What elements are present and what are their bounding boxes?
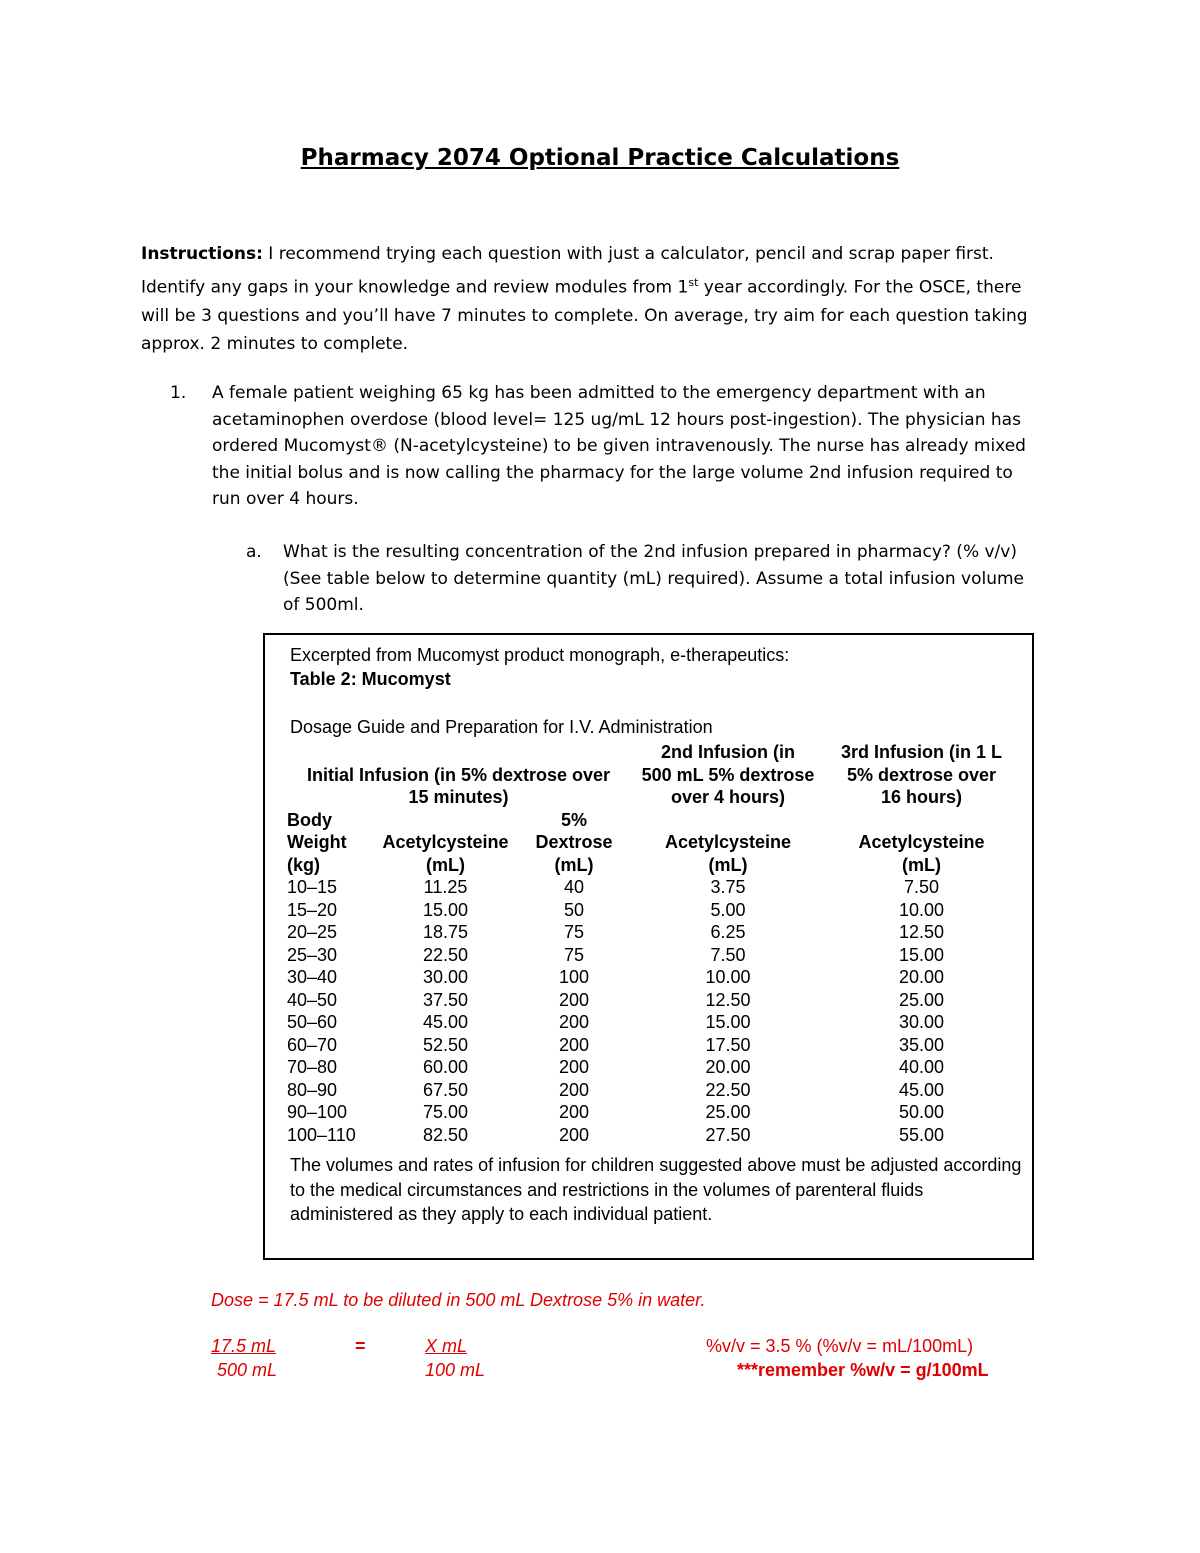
- table-cell: 200: [558, 1034, 590, 1055]
- instructions-label: Instructions:: [141, 244, 263, 264]
- table-cell: 17.50: [705, 1034, 751, 1055]
- dose-answer-line: Dose = 17.5 mL to be diluted in 500 mL Dextrose 5% in water.: [211, 1290, 706, 1310]
- table-cell: 10.00: [898, 899, 945, 920]
- table-cell: 7.50: [903, 877, 940, 897]
- dosage-guide-heading: Dosage Guide and Preparation for I.V. Administration: [290, 717, 713, 737]
- reminder-note: ***remember %w/v = g/100mL: [737, 1360, 989, 1380]
- part-text: What is the resulting concentration of the 2nd infusion prepared in pharmacy? (% v/v) (See table below to determine quantity (mL) required). Assume a total infusion volume of 500ml.: [283, 542, 1025, 615]
- table-cell: 10.00: [705, 967, 751, 987]
- table-cell: 11.25: [423, 877, 468, 897]
- table-row: [287, 989, 1017, 1012]
- column-header-row: [287, 809, 1017, 877]
- question-text: A female patient weighing 65 kg has been admitted to the emergency department with an acetaminophen overdose (blood level= 125 ug/mL 12 hours post-ingestion). The physician has ordered Mucomyst® (N-acetylcysteine) to be given intravenously. The nurse has already mixed the initial bolus and is now calling the pharmacy for the large volume 2nd infusion required to run over 4 hours.: [212, 383, 1026, 509]
- question-number: 1.: [170, 383, 187, 403]
- table-cell: 30–40: [287, 967, 338, 987]
- table-cell: 52.50: [422, 1034, 469, 1055]
- table-cell: 75.00: [422, 1102, 469, 1122]
- table-row: [287, 1101, 1017, 1124]
- table-cell: 67.50: [422, 1079, 469, 1100]
- table-cell: 75: [563, 944, 585, 965]
- table-cell: 50.00: [898, 1102, 945, 1122]
- ratio-denominator-1: 500 mL: [217, 1360, 278, 1380]
- table-cell: 25–30: [287, 944, 338, 965]
- table-cell: 20.00: [898, 967, 945, 987]
- table-row: [287, 966, 1017, 989]
- instructions-line-2: Identify any gaps in your knowledge and review modules from 1st year accordingly. For the OSCE, there: [141, 275, 1022, 298]
- table-cell: 200: [558, 1012, 590, 1032]
- table-cell: 50: [563, 899, 585, 920]
- acetylcysteine-third-header: Acetylcysteine (mL): [858, 832, 985, 875]
- question-1a: [246, 539, 1056, 619]
- dosage-table: [287, 741, 1017, 1146]
- table-row: [287, 876, 1017, 899]
- table-cell: 200: [558, 1057, 590, 1077]
- ratio-numerator-2: X mL: [425, 1336, 468, 1356]
- table-cell: 82.50: [422, 1124, 469, 1145]
- table-cell: 37.50: [422, 989, 469, 1010]
- table-row: [287, 1056, 1017, 1079]
- table-row: [287, 1079, 1017, 1102]
- table-cell: 15.00: [422, 899, 469, 920]
- table-cell: 15.00: [705, 1012, 751, 1032]
- ratio-equals: =: [355, 1336, 366, 1356]
- table-cell: 15–20: [287, 899, 338, 920]
- table-cell: 3.75: [710, 877, 746, 897]
- table-row: [287, 1011, 1017, 1034]
- weight-header: Body Weight (kg): [287, 809, 347, 875]
- second-infusion-header: 2nd Infusion (in 500 mL 5% dextrose over 4 hours): [641, 742, 815, 807]
- acetylcysteine-second-header: Acetylcysteine (mL): [664, 832, 792, 875]
- initial-infusion-header: Initial Infusion (in 5% dextrose over 15 minutes): [306, 764, 611, 807]
- table-cell: 45.00: [898, 1079, 945, 1100]
- instructions-line-3: will be 3 questions and you’ll have 7 minutes to complete. On average, try aim for each question taking: [141, 305, 1028, 326]
- table-row: [287, 1034, 1017, 1057]
- table-cell: 30.00: [898, 1012, 945, 1032]
- table-cell: 12.50: [898, 922, 945, 942]
- table-cell: 20.00: [705, 1057, 751, 1077]
- table-row: [287, 899, 1017, 922]
- dosage-rows: [287, 876, 1017, 1146]
- table-cell: 200: [558, 1124, 590, 1145]
- table-cell: 100: [558, 967, 590, 987]
- table-row: [287, 1124, 1017, 1147]
- table-cell: 50–60: [287, 1012, 338, 1032]
- table-cell: 20–25: [287, 922, 338, 942]
- instructions: [141, 240, 1061, 359]
- table-row: [287, 944, 1017, 967]
- table-label: Table 2: Mucomyst: [290, 669, 451, 689]
- table-cell: 40.00: [898, 1057, 945, 1077]
- table-cell: 35.00: [898, 1034, 945, 1055]
- table-cell: 90–100: [287, 1102, 348, 1122]
- table-cell: 80–90: [287, 1079, 338, 1100]
- instructions-line-1: Instructions: I recommend trying each question with just a calculator, pencil and scrap paper first.: [141, 244, 994, 264]
- page-title: Pharmacy 2074 Optional Practice Calculations: [300, 145, 900, 171]
- table-cell: 12.50: [705, 989, 751, 1010]
- table-cell: 70–80: [287, 1057, 338, 1077]
- table-cell: 6.25: [710, 922, 746, 942]
- dextrose-header: 5% Dextrose (mL): [535, 809, 613, 875]
- question-1: [170, 380, 1050, 513]
- percent-result: %v/v = 3.5 % (%v/v = mL/100mL): [706, 1336, 974, 1356]
- table-row: [287, 921, 1017, 944]
- acetylcysteine-initial-header: Acetylcysteine (mL): [382, 832, 509, 875]
- ratio-denominator-2: 100 mL: [425, 1360, 486, 1380]
- group-header-row: [287, 741, 1017, 809]
- table-cell: 75: [563, 922, 585, 942]
- table-footnote: The volumes and rates of infusion for children suggested above must be adjusted according to the medical circumstances and restrictions in the volumes of parenteral fluids administered as they apply to each individual patient.: [290, 1155, 1022, 1224]
- table-cell: 40–50: [287, 989, 338, 1010]
- table-cell: 18.75: [422, 922, 469, 942]
- table-cell: 45.00: [422, 1012, 469, 1032]
- table-cell: 200: [558, 989, 590, 1010]
- table-cell: 30.00: [422, 967, 469, 987]
- table-cell: 27.50: [705, 1124, 751, 1145]
- table-cell: 60–70: [287, 1034, 338, 1055]
- table-cell: 55.00: [898, 1124, 945, 1145]
- ratio-numerator-1: 17.5 mL: [211, 1336, 277, 1356]
- table-cell: 10–15: [287, 877, 338, 897]
- excerpt-caption: Excerpted from Mucomyst product monograph, e-therapeutics:: [290, 645, 790, 665]
- table-cell: 22.50: [705, 1079, 751, 1100]
- instructions-line-4: approx. 2 minutes to complete.: [141, 334, 409, 355]
- table-cell: 25.00: [705, 1102, 751, 1122]
- monograph-excerpt-box: [263, 633, 1034, 1260]
- table-cell: 40: [563, 877, 585, 897]
- table-cell: 200: [558, 1102, 590, 1122]
- table-cell: 5.00: [710, 899, 746, 920]
- table-cell: 7.50: [710, 944, 746, 965]
- table-cell: 200: [558, 1079, 590, 1100]
- third-infusion-header: 3rd Infusion (in 1 L 5% dextrose over 16 hours): [841, 742, 1002, 807]
- table-cell: 15.00: [898, 944, 945, 965]
- table-cell: 25.00: [898, 989, 945, 1010]
- table-cell: 100–110: [287, 1124, 356, 1145]
- part-label: a.: [246, 542, 262, 562]
- table-cell: 22.50: [422, 944, 469, 965]
- table-cell: 60.00: [422, 1057, 469, 1077]
